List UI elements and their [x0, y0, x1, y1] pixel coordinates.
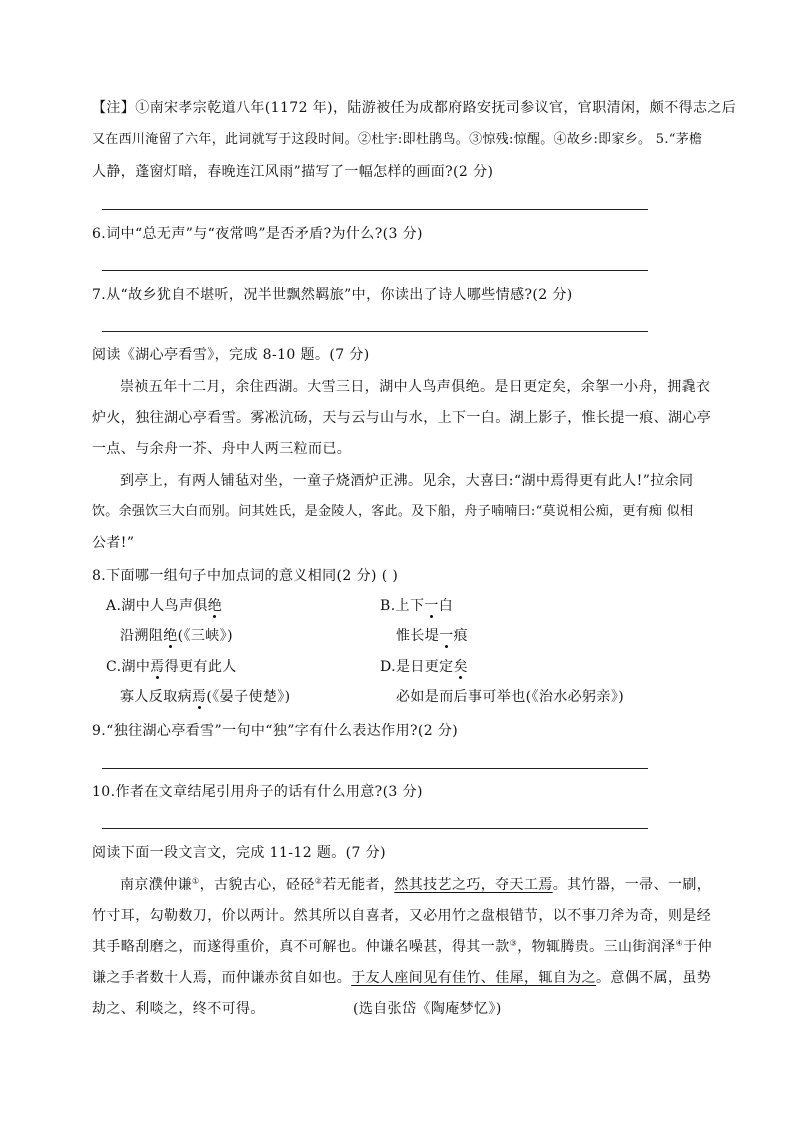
passage2-intro: 阅读下面一段文言文，完成 11-12 题。(7 分): [92, 845, 386, 861]
choice-d1-text: D.是日更定: [380, 659, 454, 675]
passage1-para1-line2: 炉火，独往湖心亭看雪。雾凇沆砀，天与云与山与水，上下一白。湖上影子，惟长提一痕、湖心亭: [92, 410, 712, 426]
passage2-line1-b: ，古貌古心，硁硁: [199, 877, 315, 893]
passage1-para1-line1: 崇祯五年十二月，余住西湖。大雪三日，湖中人鸟声俱绝。是日更定矣，余挐一小舟，拥毳衣: [120, 379, 711, 395]
passage2-line3-c: 于仲: [683, 939, 712, 955]
passage2-line1-a: 南京濮仲谦: [120, 877, 192, 893]
note-line-2: 又在西川淹留了六年，此词就写于这段时间。②杜宇:即杜鹃鸟。③惊残:惊醒。④故乡:即家乡。 5.“茅檐: [92, 132, 703, 147]
footnote-1-marker: ①: [192, 876, 200, 886]
choice-b1-text-after: 白: [438, 598, 454, 614]
choice-c1-text-after: 得更有此人: [164, 659, 237, 675]
choice-a-line2: [120, 626, 233, 646]
footnote-3-marker: ③: [509, 938, 518, 948]
choice-a1-text: A.湖中人鸟声俱: [106, 598, 208, 614]
passage1-para2-line2: 饮。余强饮三大白而别。问其姓氏，是金陵人，客此。及下船，舟子喃喃曰:“莫说相公痴，更有痴 似相: [92, 504, 694, 519]
choice-c1-dotted-word: 焉: [150, 659, 165, 675]
choice-c1-text: C.湖中: [106, 659, 151, 675]
passage2-line2: 竹寸耳，勾勒数刀，价以两计。然其所以自喜者，又必用竹之盘根错节，以不事刀斧为奇，则是经: [92, 908, 712, 924]
choice-d-line2: [396, 687, 624, 707]
passage2-line4-b: 。意偶不属，虽势: [596, 970, 712, 986]
choice-b2-text-after: 痕: [453, 628, 469, 644]
choice-c2-source: (《晏子使楚》): [206, 689, 291, 705]
choice-d2-text: 必如是而后事可举也(《治水必躬亲》): [396, 689, 625, 705]
note-line-1: 【注】①南宋孝宗乾道八年(1172 年)，陆游被任为成都府路安抚司参议官，官职清闲，颇不得志之后: [92, 100, 737, 116]
passage1-para2-line3: 公者!”: [92, 535, 135, 551]
answer-line-q6[interactable]: [102, 270, 648, 271]
question-9: 9.“独往湖心亭看雪”一句中“独”字有什么表达作用?(2 分): [92, 723, 459, 739]
passage2-line3-a: 其手略刮磨之，而遂得重价，真不可解也。仲谦名噪甚，得其一款: [92, 939, 510, 955]
answer-line-q5[interactable]: [102, 209, 648, 210]
passage2-line1: [120, 875, 714, 895]
choice-d1-dotted-word: 矣: [453, 659, 468, 675]
passage2-line5-a: 劫之、利啖之，终不可得。: [92, 1001, 265, 1017]
choice-b-line2: [396, 626, 468, 646]
passage1-para1-line3: 一点、与余舟一芥、舟中人两三粒而已。: [92, 441, 352, 457]
choice-b2-text: 惟长堤: [396, 628, 440, 644]
choice-b1-dotted-word: 一: [424, 598, 439, 614]
passage1-para2-line1: 到亭上，有两人铺毡对坐，一童子烧酒炉正沸。见余，大喜曰:“湖中焉得更有此人!”拉余同: [120, 473, 694, 489]
choice-a2-source: (《三峡》): [177, 628, 233, 644]
choice-b1-text: B.上下: [380, 598, 425, 614]
choice-c2-dotted-word: 焉: [192, 689, 207, 705]
choice-a2-dotted-word: 绝: [163, 628, 178, 644]
answer-line-q7[interactable]: [102, 331, 648, 332]
passage2-source: (选自张岱《陶庵梦忆》): [353, 1001, 502, 1017]
choice-a1-dotted-word: 绝: [207, 598, 223, 614]
footnote-2-marker: ②: [314, 876, 323, 886]
passage2-line1-d: 。其竹器，一帚、一刷，: [552, 877, 712, 893]
passage2-line3: [92, 937, 714, 957]
answer-line-q10[interactable]: [102, 828, 648, 829]
question-6: 6.词中“总无声”与“夜常鸣”是否矛盾?为什么?(3 分): [92, 226, 423, 242]
choice-c2-text: 寡人反取病: [120, 689, 192, 705]
question-7: 7.从“故乡犹自不堪听，况半世飘然羁旅”中，你读出了诗人哪些情感?(2 分): [92, 287, 573, 303]
question-10: 10.作者在文章结尾引用舟子的话有什么用意?(3 分): [92, 784, 423, 800]
passage2-line1-c: 若无能者，: [322, 877, 395, 893]
choice-a2-text: 沿溯阻: [120, 628, 164, 644]
passage2-line3-b: ，物辄腾贵。三山街润泽: [517, 939, 676, 955]
choice-b-line1[interactable]: [380, 596, 453, 616]
footnote-4-marker: ④: [675, 938, 684, 948]
passage2-line4-a: 谦之手者数十人焉，而仲谦赤贫自如也。: [92, 970, 352, 986]
underlined-sentence-2: 于友人座间见有佳竹、佳犀，辄自为之: [351, 970, 597, 986]
underlined-sentence-1: 然其技艺之巧，夺天工焉: [394, 877, 553, 893]
choice-a-line1[interactable]: [106, 596, 222, 616]
choice-c-line1[interactable]: [106, 657, 237, 677]
choice-c-line2: [120, 687, 291, 707]
question-8: 8.下面哪一组句子中加点词的意义相同(2 分) ( ): [92, 568, 399, 584]
passage1-intro: 阅读《湖心亭看雪》，完成 8-10 题。(7 分): [92, 347, 370, 363]
choice-d-line1[interactable]: [380, 657, 468, 677]
choice-b2-dotted-word: 一: [439, 628, 454, 644]
answer-line-q9[interactable]: [102, 768, 648, 769]
note-line-3: 人静，蓬窗灯暗，春晚连江风雨”描写了一幅怎样的画面?(2 分): [92, 164, 494, 180]
passage2-line4: [92, 968, 714, 988]
